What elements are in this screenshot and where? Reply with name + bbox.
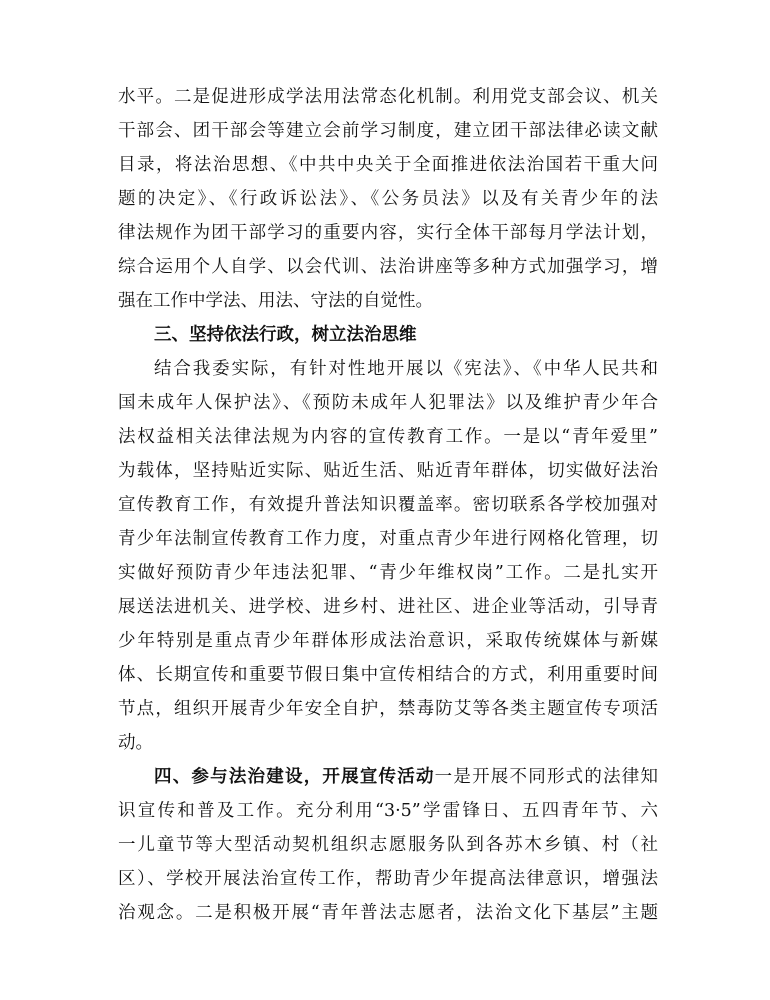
paragraph-line: 动。 (118, 733, 153, 753)
paragraph-inline-text: 一是开展不同形式的法律知 (434, 767, 658, 787)
paragraph-line: 展送法进机关、进学校、进乡村、进社区、进企业等活动，引导青 (118, 597, 658, 617)
paragraph-line: 宣传教育工作，有效提升普法知识覆盖率。密切联系各学校加强对 (118, 495, 658, 515)
paragraph-line: 区）、学校开展法治宣传工作，帮助青少年提高法律意识，增强法 (118, 869, 658, 889)
paragraph-line: 青少年法制宣传教育工作力度，对重点青少年进行网格化管理，切 (118, 529, 658, 549)
paragraph-line: 实做好预防青少年违法犯罪、“青少年维权岗”工作。二是扎实开 (118, 563, 658, 583)
paragraph-line: 识宣传和普及工作。充分利用“3·5”学雷锋日、五四青年节、六 (118, 801, 658, 821)
section-heading-4: 四、参与法治建设，开展宣传活动 (154, 767, 435, 787)
paragraph-line: 法权益相关法律法规为内容的宣传教育工作。一是以“青年爱里” (118, 427, 658, 447)
paragraph-line: 干部会、团干部会等建立会前学习制度，建立团干部法律必读文献 (118, 121, 658, 141)
paragraph-line: 为载体，坚持贴近实际、贴近生活、贴近青年群体，切实做好法治 (118, 461, 658, 481)
paragraph-line: 体、长期宣传和重要节假日集中宣传相结合的方式，利用重要时间 (118, 665, 658, 685)
paragraph-line: 国未成年人保护法》、《预防未成年人犯罪法》以及维护青少年合 (118, 393, 658, 413)
paragraph-line: 少年特别是重点青少年群体形成法治意识，采取传统媒体与新媒 (118, 631, 658, 651)
document-body (118, 80, 658, 930)
paragraph-line: 题的决定》、《行政诉讼法》、《公务员法》以及有关青少年的法 (118, 189, 658, 209)
paragraph-line: 节点，组织开展青少年安全自护，禁毒防艾等各类主题宣传专项活 (118, 699, 658, 719)
section-heading-3: 三、坚持依法行政，树立法治思维 (154, 325, 417, 345)
paragraph-line: 结合我委实际，有针对性地开展以《宪法》、《中华人民共和 (154, 359, 658, 379)
paragraph-line: 治观念。二是积极开展“青年普法志愿者，法治文化下基层”主题 (118, 903, 658, 923)
paragraph-line: 律法规作为团干部学习的重要内容，实行全体干部每月学法计划， (118, 223, 658, 243)
paragraph-line: 综合运用个人自学、以会代训、法治讲座等多种方式加强学习，增 (118, 257, 658, 277)
paragraph-line: 目录，将法治思想、《中共中央关于全面推进依法治国若干重大问 (118, 155, 658, 175)
paragraph-line: 一儿童节等大型活动契机组织志愿服务队到各苏木乡镇、村（社 (118, 835, 658, 855)
paragraph-line: 强在工作中学法、用法、守法的自觉性。 (118, 291, 433, 311)
paragraph-line: 水平。二是促进形成学法用法常态化机制。利用党支部会议、机关 (118, 87, 658, 107)
section-line-4 (118, 760, 658, 794)
